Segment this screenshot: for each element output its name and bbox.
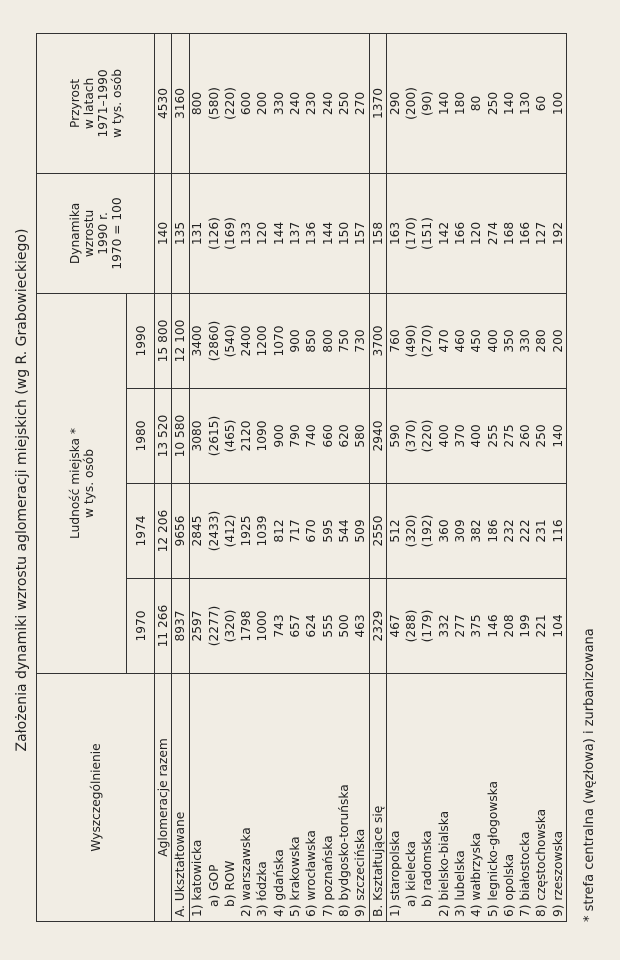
table-row <box>436 33 452 921</box>
table-row <box>353 33 370 921</box>
cell-value: 146 <box>485 579 501 674</box>
cell-value: (151) <box>420 173 436 293</box>
row-label: 4) gdańska <box>271 674 287 922</box>
cell-value: 1798 <box>238 579 254 674</box>
cell-value: 231 <box>534 484 550 579</box>
row-label: 6) opolska <box>501 674 517 922</box>
cell-value: (320) <box>403 484 419 579</box>
cell-value: 186 <box>485 484 501 579</box>
cell-value: 9656 <box>172 484 189 579</box>
row-label: 7) białostocka <box>518 674 534 922</box>
row-label: 3) łódzka <box>255 674 271 922</box>
cell-value: (270) <box>420 293 436 388</box>
row-label: a) kielecka <box>403 674 419 922</box>
cell-value: 1070 <box>271 293 287 388</box>
cell-value: 509 <box>353 484 370 579</box>
cell-value: 200 <box>550 293 567 388</box>
cell-value: 330 <box>271 33 287 173</box>
cell-value: 463 <box>353 579 370 674</box>
cell-value: 760 <box>387 293 404 388</box>
cell-value: 168 <box>501 173 517 293</box>
cell-value: 12 206 <box>155 484 172 579</box>
cell-value: 657 <box>287 579 303 674</box>
cell-value: 1370 <box>369 33 386 173</box>
cell-value: 275 <box>501 389 517 484</box>
cell-value: 280 <box>534 293 550 388</box>
cell-value: 1925 <box>238 484 254 579</box>
cell-value: 750 <box>336 293 352 388</box>
cell-value: 180 <box>452 33 468 173</box>
cell-value: 790 <box>287 389 303 484</box>
cell-value: (288) <box>403 579 419 674</box>
row-label: 1) staropolska <box>387 674 404 922</box>
cell-value: 512 <box>387 484 404 579</box>
cell-value: 2120 <box>238 389 254 484</box>
table-row <box>255 33 271 921</box>
cell-value: 375 <box>469 579 485 674</box>
cell-value: 13 520 <box>155 389 172 484</box>
cell-value: (2615) <box>206 389 222 484</box>
cell-value: 4530 <box>155 33 172 173</box>
data-table <box>36 33 567 922</box>
cell-value: 130 <box>518 33 534 173</box>
cell-value: 670 <box>304 484 320 579</box>
table-row <box>550 33 567 921</box>
cell-value: 232 <box>501 484 517 579</box>
cell-value: 3700 <box>369 293 386 388</box>
cell-value: 1200 <box>255 293 271 388</box>
cell-value: 10 580 <box>172 389 189 484</box>
cell-value: (220) <box>420 389 436 484</box>
cell-value: 140 <box>436 33 452 173</box>
cell-value: 104 <box>550 579 567 674</box>
cell-value: 140 <box>501 33 517 173</box>
cell-value: 120 <box>469 173 485 293</box>
cell-value: (169) <box>222 173 238 293</box>
cell-value: 382 <box>469 484 485 579</box>
table-row <box>320 33 336 921</box>
cell-value: 135 <box>172 173 189 293</box>
cell-value: 230 <box>304 33 320 173</box>
cell-value: 133 <box>238 173 254 293</box>
cell-value: 370 <box>452 389 468 484</box>
header-dynamics: Dynamika wzrostu 1990 r. 1970 = 100 <box>37 173 155 293</box>
table-row <box>155 33 172 921</box>
cell-value: 467 <box>387 579 404 674</box>
cell-value: 250 <box>336 33 352 173</box>
cell-value: 158 <box>369 173 386 293</box>
row-label: A. Ukształtowane <box>172 674 189 922</box>
header-year-1980: 1980 <box>127 389 155 484</box>
row-label: 2) bielsko-bialska <box>436 674 452 922</box>
cell-value: 140 <box>550 389 567 484</box>
cell-value: 192 <box>550 173 567 293</box>
cell-value: 166 <box>452 173 468 293</box>
row-label: 8) bydgosko-toruńska <box>336 674 352 922</box>
table-row <box>501 33 517 921</box>
cell-value: 290 <box>387 33 404 173</box>
cell-value: 350 <box>501 293 517 388</box>
cell-value: 460 <box>452 293 468 388</box>
cell-value: 2597 <box>189 579 206 674</box>
row-label: b) ROW <box>222 674 238 922</box>
table-row <box>304 33 320 921</box>
cell-value: 330 <box>518 293 534 388</box>
cell-value: 743 <box>271 579 287 674</box>
cell-value: 812 <box>271 484 287 579</box>
cell-value: 400 <box>436 389 452 484</box>
table-row <box>189 33 206 921</box>
cell-value: 580 <box>353 389 370 484</box>
cell-value: 2329 <box>369 579 386 674</box>
cell-value: 277 <box>452 579 468 674</box>
cell-value: (465) <box>222 389 238 484</box>
cell-value: 250 <box>534 389 550 484</box>
cell-value: 144 <box>271 173 287 293</box>
footnote: * strefa centralna (węzłowa) i zurbanizowana <box>582 628 597 922</box>
table-row <box>469 33 485 921</box>
table-row <box>485 33 501 921</box>
cell-value: (2860) <box>206 293 222 388</box>
table-row <box>387 33 404 921</box>
cell-value: (320) <box>222 579 238 674</box>
table-row <box>238 33 254 921</box>
cell-value: 116 <box>550 484 567 579</box>
cell-value: 3400 <box>189 293 206 388</box>
cell-value: 400 <box>469 389 485 484</box>
cell-value: (192) <box>420 484 436 579</box>
cell-value: 274 <box>485 173 501 293</box>
cell-value: 222 <box>518 484 534 579</box>
row-label: 8) częstochowska <box>534 674 550 922</box>
cell-value: 309 <box>452 484 468 579</box>
table-row <box>452 33 468 921</box>
cell-value: 717 <box>287 484 303 579</box>
row-label: a) GOP <box>206 674 222 922</box>
cell-value: 470 <box>436 293 452 388</box>
cell-value: 240 <box>287 33 303 173</box>
cell-value: 100 <box>550 33 567 173</box>
cell-value: (126) <box>206 173 222 293</box>
cell-value: 142 <box>436 173 452 293</box>
table-row <box>172 33 189 921</box>
cell-value: 200 <box>255 33 271 173</box>
table-row <box>287 33 303 921</box>
cell-value: 3080 <box>189 389 206 484</box>
row-label: 9) rzeszowska <box>550 674 567 922</box>
cell-value: 660 <box>320 389 336 484</box>
row-label: 4) wałbrzyska <box>469 674 485 922</box>
cell-value: (370) <box>403 389 419 484</box>
cell-value: 136 <box>304 173 320 293</box>
cell-value: 127 <box>534 173 550 293</box>
cell-value: (2277) <box>206 579 222 674</box>
table-row <box>369 33 386 921</box>
cell-value: 624 <box>304 579 320 674</box>
table-body <box>155 33 567 921</box>
cell-value: 544 <box>336 484 352 579</box>
cell-value: 3160 <box>172 33 189 173</box>
cell-value: 850 <box>304 293 320 388</box>
cell-value: 2400 <box>238 293 254 388</box>
cell-value: 120 <box>255 173 271 293</box>
cell-value: 400 <box>485 293 501 388</box>
cell-value: 15 800 <box>155 293 172 388</box>
cell-value: 900 <box>287 293 303 388</box>
cell-value: (2433) <box>206 484 222 579</box>
cell-value: 137 <box>287 173 303 293</box>
table-row <box>206 33 222 921</box>
cell-value: (490) <box>403 293 419 388</box>
cell-value: 2845 <box>189 484 206 579</box>
row-label: b) radomska <box>420 674 436 922</box>
table-row <box>222 33 238 921</box>
cell-value: (220) <box>222 33 238 173</box>
row-label: 7) poznańska <box>320 674 336 922</box>
cell-value: 600 <box>238 33 254 173</box>
header-population: Ludność miejska * w tys. osób <box>37 293 127 673</box>
row-label: 6) wrocławska <box>304 674 320 922</box>
header-name: Wyszczególnienie <box>37 674 155 922</box>
cell-value: 1090 <box>255 389 271 484</box>
cell-value: 2550 <box>369 484 386 579</box>
cell-value: (170) <box>403 173 419 293</box>
cell-value: 590 <box>387 389 404 484</box>
cell-value: 500 <box>336 579 352 674</box>
cell-value: 332 <box>436 579 452 674</box>
cell-value: 131 <box>189 173 206 293</box>
cell-value: 60 <box>534 33 550 173</box>
cell-value: 144 <box>320 173 336 293</box>
cell-value: 740 <box>304 389 320 484</box>
cell-value: 208 <box>501 579 517 674</box>
cell-value: 2940 <box>369 389 386 484</box>
row-label: 1) katowicka <box>189 674 206 922</box>
cell-value: 800 <box>320 293 336 388</box>
cell-value: (580) <box>206 33 222 173</box>
row-label: 3) lubelska <box>452 674 468 922</box>
row-label: 5) krakowska <box>287 674 303 922</box>
cell-value: 555 <box>320 579 336 674</box>
header-year-1990: 1990 <box>127 293 155 388</box>
cell-value: 270 <box>353 33 370 173</box>
cell-value: (179) <box>420 579 436 674</box>
cell-value: 8937 <box>172 579 189 674</box>
table-row <box>420 33 436 921</box>
cell-value: 80 <box>469 33 485 173</box>
cell-value: 163 <box>387 173 404 293</box>
cell-value: 240 <box>320 33 336 173</box>
row-label: 5) legnicko-głogowska <box>485 674 501 922</box>
table-row <box>534 33 550 921</box>
cell-value: 140 <box>155 173 172 293</box>
cell-value: (412) <box>222 484 238 579</box>
table-row <box>336 33 352 921</box>
cell-value: 157 <box>353 173 370 293</box>
cell-value: 1000 <box>255 579 271 674</box>
header-year-1970: 1970 <box>127 579 155 674</box>
header-year-1974: 1974 <box>127 484 155 579</box>
cell-value: 12 100 <box>172 293 189 388</box>
cell-value: 730 <box>353 293 370 388</box>
cell-value: 360 <box>436 484 452 579</box>
cell-value: (200) <box>403 33 419 173</box>
cell-value: (540) <box>222 293 238 388</box>
cell-value: 11 266 <box>155 579 172 674</box>
cell-value: 450 <box>469 293 485 388</box>
row-label: Aglomeracje razem <box>155 674 172 922</box>
row-label: B. Kształtujące się <box>369 674 386 922</box>
cell-value: 255 <box>485 389 501 484</box>
table-row <box>403 33 419 921</box>
cell-value: 199 <box>518 579 534 674</box>
table-row <box>518 33 534 921</box>
cell-value: 900 <box>271 389 287 484</box>
cell-value: 800 <box>189 33 206 173</box>
cell-value: 166 <box>518 173 534 293</box>
cell-value: 595 <box>320 484 336 579</box>
cell-value: 1039 <box>255 484 271 579</box>
row-label: 2) warszawska <box>238 674 254 922</box>
table-caption: Założenia dynamiki wzrostu aglomeracji miejskich (wg R. Grabowieckiego) <box>14 228 30 752</box>
cell-value: 250 <box>485 33 501 173</box>
table-row <box>271 33 287 921</box>
cell-value: (90) <box>420 33 436 173</box>
row-label: 9) szczecińska <box>353 674 370 922</box>
cell-value: 221 <box>534 579 550 674</box>
header-growth: Przyrost w latach 1971–1990 w tys. osób <box>37 33 155 173</box>
cell-value: 260 <box>518 389 534 484</box>
cell-value: 620 <box>336 389 352 484</box>
cell-value: 150 <box>336 173 352 293</box>
